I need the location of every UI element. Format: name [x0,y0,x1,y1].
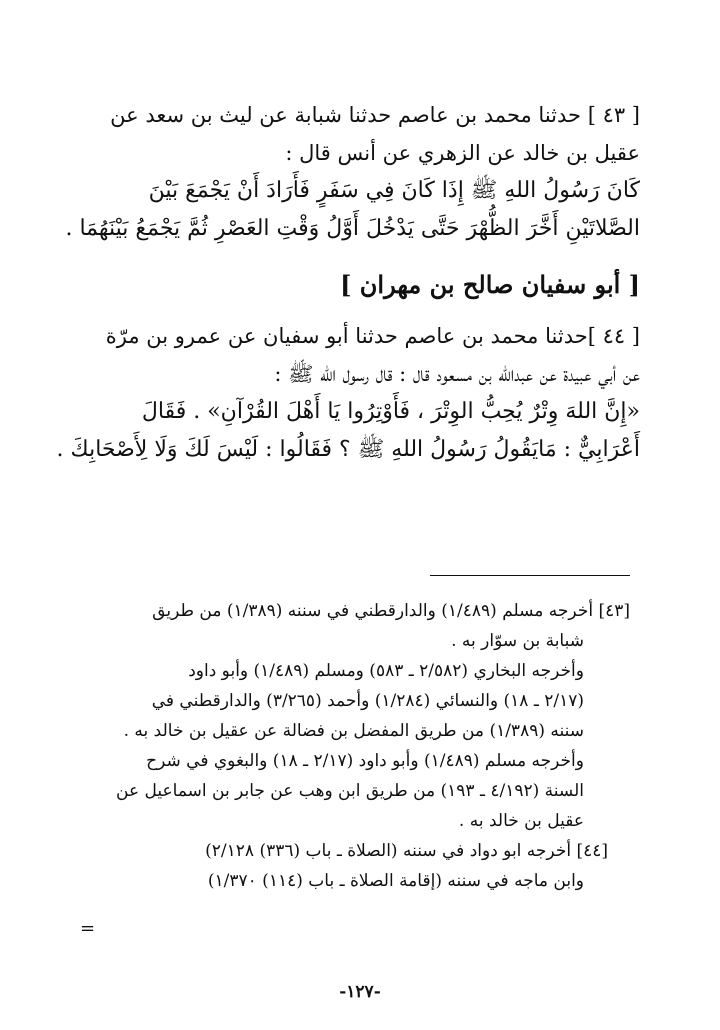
hadith-43-isnad-line-2: عقيل بن خالد عن الزهري عن أنس قال : [285,141,640,165]
footnote-43-line: سننه (١/٣٨٩) من طريق المفضل بن فضالة عن عقيل بن خالد به . [123,721,584,741]
hadith-44-isnad-line-2: عن أبي عبيدة عن عبدالله بن مسعود قال : قال رسول الله ﷺ : [274,362,640,386]
continuation-marker: = [80,918,96,939]
hadith-43-matn-line-2: الصَّلاتَيْنِ أَخَّرَ الظُّهْرَ حَتَّى يَدْخُلَ أَوَّلُ وَقْتِ العَصْرِ ثُمَّ يَجْمَعُ بَيْنَهُمَا . [65,216,640,241]
footnote-44-line: [٤٤] أخرجه ابو دواد في سننه (الصلاة ـ باب (٣٣٦) ٢/١٢٨) [205,841,608,861]
hadith-43 [65,96,640,248]
footnote-43-line: شبابة بن سوّار به . [451,631,584,651]
hadith-43-isnad-line-1: [ ٤٣ ] حدثنا محمد بن عاصم حدثنا شبابة عن ليث بن سعد عن [110,103,640,127]
footnote-43-line: وأخرجه مسلم (١/٤٨٩) وأبو داود (٢/١٧ ـ ١٨) والبغوي في شرح [146,751,584,771]
hadith-44 [56,317,640,469]
main-text [56,96,640,469]
footnote-divider [430,575,630,576]
section-heading: [ أبو سفيان صالح بن مهران ] [340,270,640,299]
hadith-44-matn-line-1: «إِنَّ اللهَ وِتْرٌ يُحِبُّ الوِتْرَ ، فَأَوْتِرُوا يَا أَهْلَ القُرْآنِ» . فَقَالَ [141,399,640,424]
page-number: -١٢٧- [339,982,381,1002]
footnote-43-line: وأخرجه البخاري (٢/٥٨٢ ـ ٥٨٣) ومسلم (١/٤٨٩) وأبو داود [188,661,584,681]
hadith-44-isnad-line-1: [ ٤٤ ]حدثنا محمد بن عاصم حدثنا أبو سفيان عن عمرو بن مرّة [105,324,640,348]
footnotes [92,596,630,896]
hadith-43-matn-line-1: كَانَ رَسُولُ اللهِ ﷺ إِذَا كَانَ فِي سَفَرٍ فَأَرَادَ أَنْ يَجْمَعَ بَيْنَ [148,178,640,203]
footnote-43-line: عقيل بن خالد به . [458,811,584,831]
footnote-43-line: السنة (٤/١٩٢ ـ ١٩٣) من طريق ابن وهب عن جابر بن اسماعيل عن [116,781,584,801]
footnote-44-line: وابن ماجه في سننه (إقامة الصلاة ـ باب (١١٤) ١/٣٧٠) [207,871,584,891]
footnote-43-line: [٤٣] أخرجه مسلم (١/٤٨٩) والدارقطني في سننه (١/٣٨٩) من طريق [152,601,630,621]
footnote-43-line: (٢/١٧ ـ ١٨) والنسائي (١/٢٨٤) وأحمد (٣/٢٦٥) والدارقطني في [151,691,584,711]
hadith-44-matn-line-2: أَعْرَابِيٌّ : مَايَقُولُ رَسُولُ اللهِ ﷺ ؟ فَقَالُوا : لَيْسَ لَكَ وَلَا لِأَصْحَابِكَ . [56,437,640,462]
